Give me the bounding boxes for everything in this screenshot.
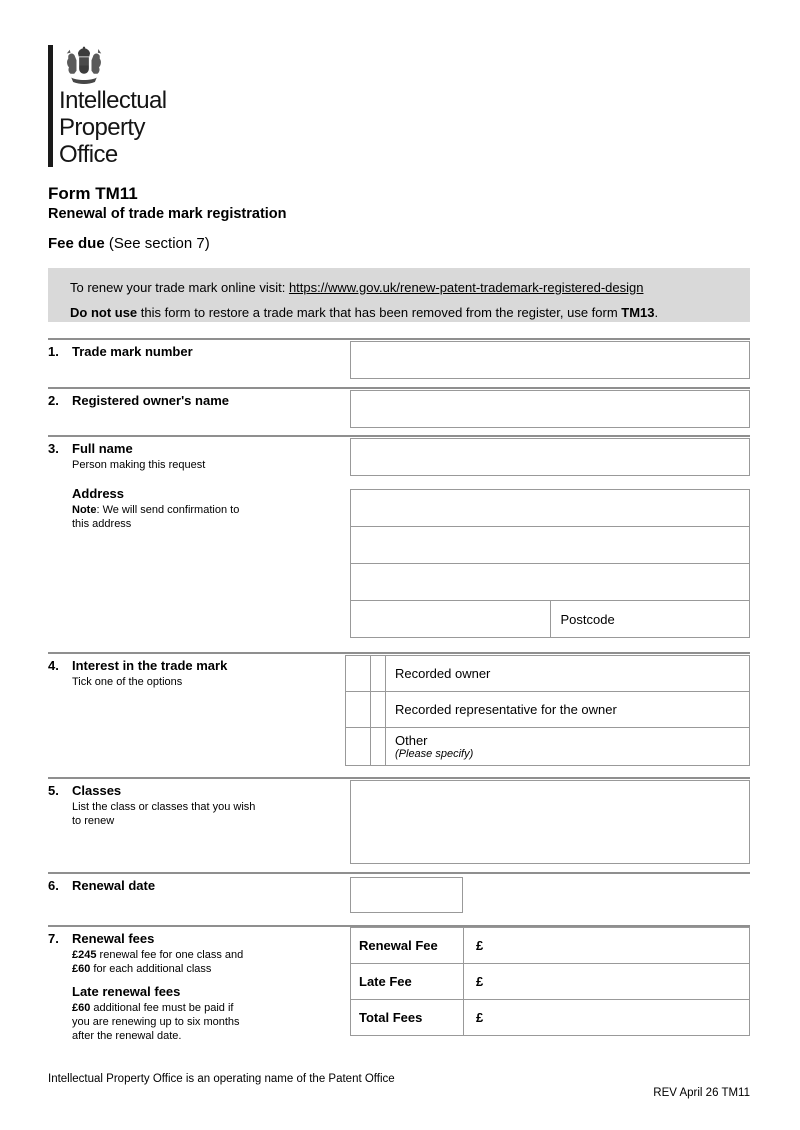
footer-revision: REV April 26 TM11 — [653, 1087, 750, 1099]
renewal-fee-label: Renewal Fee — [351, 928, 464, 964]
late-fee-input[interactable] — [464, 964, 750, 1000]
section-3-rule — [48, 435, 750, 437]
late-fee-currency: £ — [476, 974, 484, 989]
address-label: Address — [72, 486, 125, 501]
fee-245: £245 — [72, 949, 97, 961]
notice-box — [48, 268, 750, 322]
late-fee-text-2: you are renewing up to six months — [72, 1016, 240, 1028]
registered-owner-name-input[interactable] — [350, 390, 750, 428]
logo-wordmark — [59, 87, 167, 168]
total-fees-input[interactable] — [464, 1000, 750, 1036]
section-1-label — [48, 344, 193, 359]
fee-60: £60 — [72, 963, 91, 975]
full-name-input[interactable] — [350, 438, 750, 476]
option-recorded-owner-label: Recorded owner — [386, 656, 750, 692]
notice-tm13: TM13 — [621, 305, 655, 320]
section-3-label — [48, 441, 133, 456]
address-line-2-input[interactable] — [351, 527, 750, 564]
notice-line-2 — [70, 300, 740, 325]
trade-mark-number-input[interactable] — [350, 341, 750, 379]
option-other-sublabel: (Please specify) — [395, 747, 474, 760]
address-line-4-input[interactable] — [351, 601, 551, 638]
fees-table — [350, 927, 750, 1036]
form-title: Form TM11 — [48, 184, 138, 203]
notice-line1-text: To renew your trade mark online visit: — [70, 280, 289, 295]
renewal-date-input[interactable] — [350, 877, 463, 913]
section-2-number: 2. — [48, 393, 59, 408]
royal-crest-icon — [61, 46, 107, 93]
checkbox-recorded-owner[interactable] — [346, 656, 371, 692]
option-other-cell — [386, 728, 750, 766]
section-1-number: 1. — [48, 344, 59, 359]
checkbox-other[interactable] — [346, 728, 371, 766]
section-4-label — [48, 658, 227, 673]
section-5-rule — [48, 777, 750, 779]
section-2-label — [48, 393, 229, 408]
interest-options-table — [345, 655, 750, 766]
fee-due-label: Fee due — [48, 235, 105, 252]
logo-line-2: Property — [59, 114, 145, 141]
fee-245-text: renewal fee for one class and — [96, 949, 244, 961]
spacer-cell — [371, 728, 386, 766]
section-5-title: Classes — [72, 783, 122, 798]
notice-line2-text: this form to restore a trade mark that has been removed from the register, use form — [137, 305, 622, 320]
renewal-fee-currency: £ — [476, 938, 484, 953]
postcode-label: Postcode — [560, 611, 615, 627]
logo-line-3: Office — [59, 141, 118, 168]
section-6-label — [48, 878, 155, 893]
late-fee-text-3: after the renewal date. — [72, 1030, 182, 1042]
section-5-number: 5. — [48, 783, 59, 798]
section-7-label — [48, 931, 154, 946]
section-4-title: Interest in the trade mark — [72, 658, 228, 673]
option-recorded-representative-label: Recorded representative for the owner — [386, 692, 750, 728]
spacer-cell — [371, 656, 386, 692]
section-6-title: Renewal date — [72, 878, 156, 893]
section-6-number: 6. — [48, 878, 59, 893]
fee-60-text: for each additional class — [90, 963, 212, 975]
renewal-fee-input[interactable] — [464, 928, 750, 964]
address-line-3-input[interactable] — [351, 564, 750, 601]
fee-due-line — [48, 235, 210, 252]
postcode-input[interactable] — [550, 601, 750, 638]
footer-operating-name: Intellectual Property Office is an operating name of the Patent Office — [48, 1073, 395, 1085]
section-5-note-line1: List the class or classes that you wish — [72, 801, 256, 813]
logo-line-1: Intellectual — [59, 87, 167, 114]
renewal-url-link[interactable]: https://www.gov.uk/renew-patent-trademark-registered-design — [288, 280, 644, 295]
section-5-note — [72, 800, 282, 828]
section-5-note-line2: to renew — [72, 815, 115, 827]
section-4-rule — [48, 652, 750, 654]
renewal-fees-note — [72, 948, 282, 976]
logo-vertical-bar — [48, 45, 53, 167]
fee-due-note: (See section 7) — [104, 235, 210, 252]
total-fees-label: Total Fees — [351, 1000, 464, 1036]
late-fee-60: £60 — [72, 1002, 91, 1014]
total-fees-currency: £ — [476, 1010, 484, 1025]
late-fee-text-1: additional fee must be paid if — [90, 1002, 234, 1014]
address-line-1-input[interactable] — [351, 490, 750, 527]
address-note — [72, 503, 282, 531]
section-3-note: Person making this request — [72, 459, 206, 471]
section-2-title: Registered owner's name — [72, 393, 229, 408]
notice-period: . — [654, 305, 659, 320]
section-3-title: Full name — [72, 441, 133, 456]
address-note-bold: Note — [72, 504, 97, 516]
section-7-number: 7. — [48, 931, 59, 946]
notice-line-1 — [70, 275, 740, 300]
section-1-title: Trade mark number — [72, 344, 193, 359]
section-2-rule — [48, 387, 750, 389]
form-subtitle: Renewal of trade mark registration — [48, 206, 287, 222]
option-other-label: Other — [395, 732, 428, 748]
section-4-note: Tick one of the options — [72, 676, 183, 688]
late-fee-label: Late Fee — [351, 964, 464, 1000]
section-7-title: Renewal fees — [72, 931, 155, 946]
notice-donotuse: Do not use — [70, 305, 138, 320]
address-note-rest: : We will send confirmation to — [96, 504, 240, 516]
section-1-rule — [48, 338, 750, 340]
address-note-line2: this address — [72, 518, 132, 530]
checkbox-recorded-representative[interactable] — [346, 692, 371, 728]
section-4-number: 4. — [48, 658, 59, 673]
spacer-cell — [371, 692, 386, 728]
late-renewal-fees-label: Late renewal fees — [72, 984, 181, 999]
section-5-label — [48, 783, 121, 798]
section-3-number: 3. — [48, 441, 59, 456]
address-table — [350, 489, 750, 638]
section-6-rule — [48, 872, 750, 874]
late-renewal-fees-note — [72, 1001, 282, 1043]
classes-input[interactable] — [350, 780, 750, 864]
